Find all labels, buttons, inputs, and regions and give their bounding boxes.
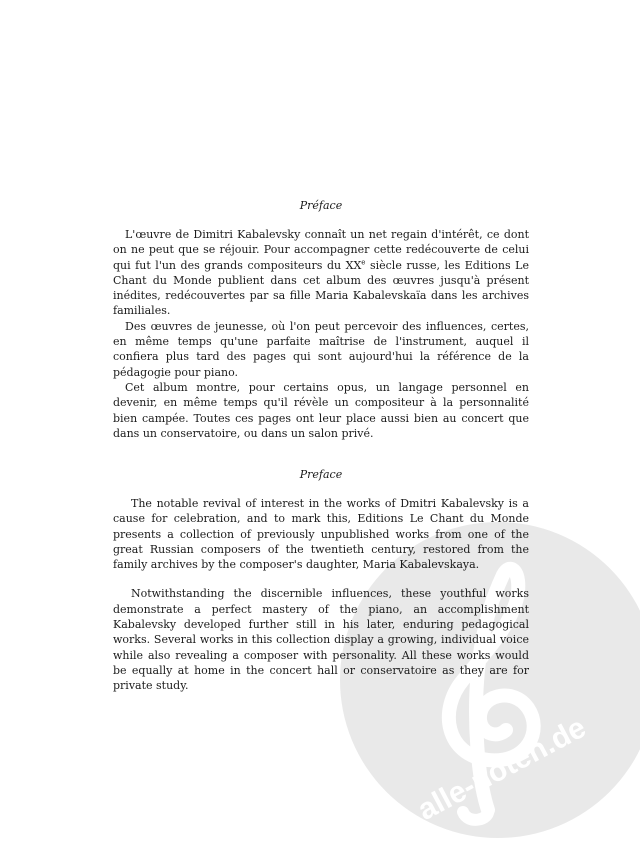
watermark-brand: alle-noten.de <box>412 710 592 827</box>
english-paragraph-2: Notwithstanding the discernible influences, these youthful works demonstrate a perfect mastery of the piano, an accomplishment Kabalevsky developed further still in his later, enduring pedagogical works. Several works in this collection display a growing, individual voice while also revealing a composer with personality. All these works would be equally at home in the concert hall or conservatoire as they are for private study. <box>113 587 529 693</box>
french-paragraph-3: Cet album montre, pour certains opus, un langage personnel en devenir, en même temps qu'il révèle un compositeur à la personnalité bien campée. Toutes ces pages ont leur place aussi bien au concert que dans un conservatoire, ou dans un salon privé. <box>113 380 529 440</box>
english-preface-title: Preface <box>299 468 343 481</box>
english-paragraph-1: The notable revival of interest in the works of Dmitri Kabalevsky is a cause for celebration, and to mark this, Editions Le Chant du Monde presents a collection of previously unpublished works from one of the great Russian composers of the twentieth century, restored from the family archives by the composer's daughter, Maria Kabalevskaya. <box>113 497 529 572</box>
french-paragraph-1-start: L'œuvre de Dimitri Kabalevsky connaît un net regain d'intérêt, ce dont on ne peut que se réjouir. Pour accompagner cette redécouverte de celui qui fut l'un des grands compositeurs du XX <box>113 228 529 272</box>
french-preface-title: Préface <box>299 199 343 212</box>
french-paragraph-1-end: siècle russe, les Editions Le Chant du Monde publient dans cet album des œuvres jusqu'à présent inédites, redécouvertes par sa fille Maria Kabalevskaïa dans les archives familiales. <box>113 258 529 318</box>
french-paragraph-2: Des œuvres de jeunesse, où l'on peut percevoir des influences, certes, en même temps qu'une parfaite maîtrise de l'instrument, auquel il confiera plus tard des pages qui sont aujourd'hui la référence de la pédagogie pour piano. <box>113 319 529 379</box>
english-preface <box>113 468 529 694</box>
french-paragraph-1 <box>113 227 529 319</box>
french-preface <box>113 199 529 441</box>
century-superscript: e <box>361 257 366 266</box>
